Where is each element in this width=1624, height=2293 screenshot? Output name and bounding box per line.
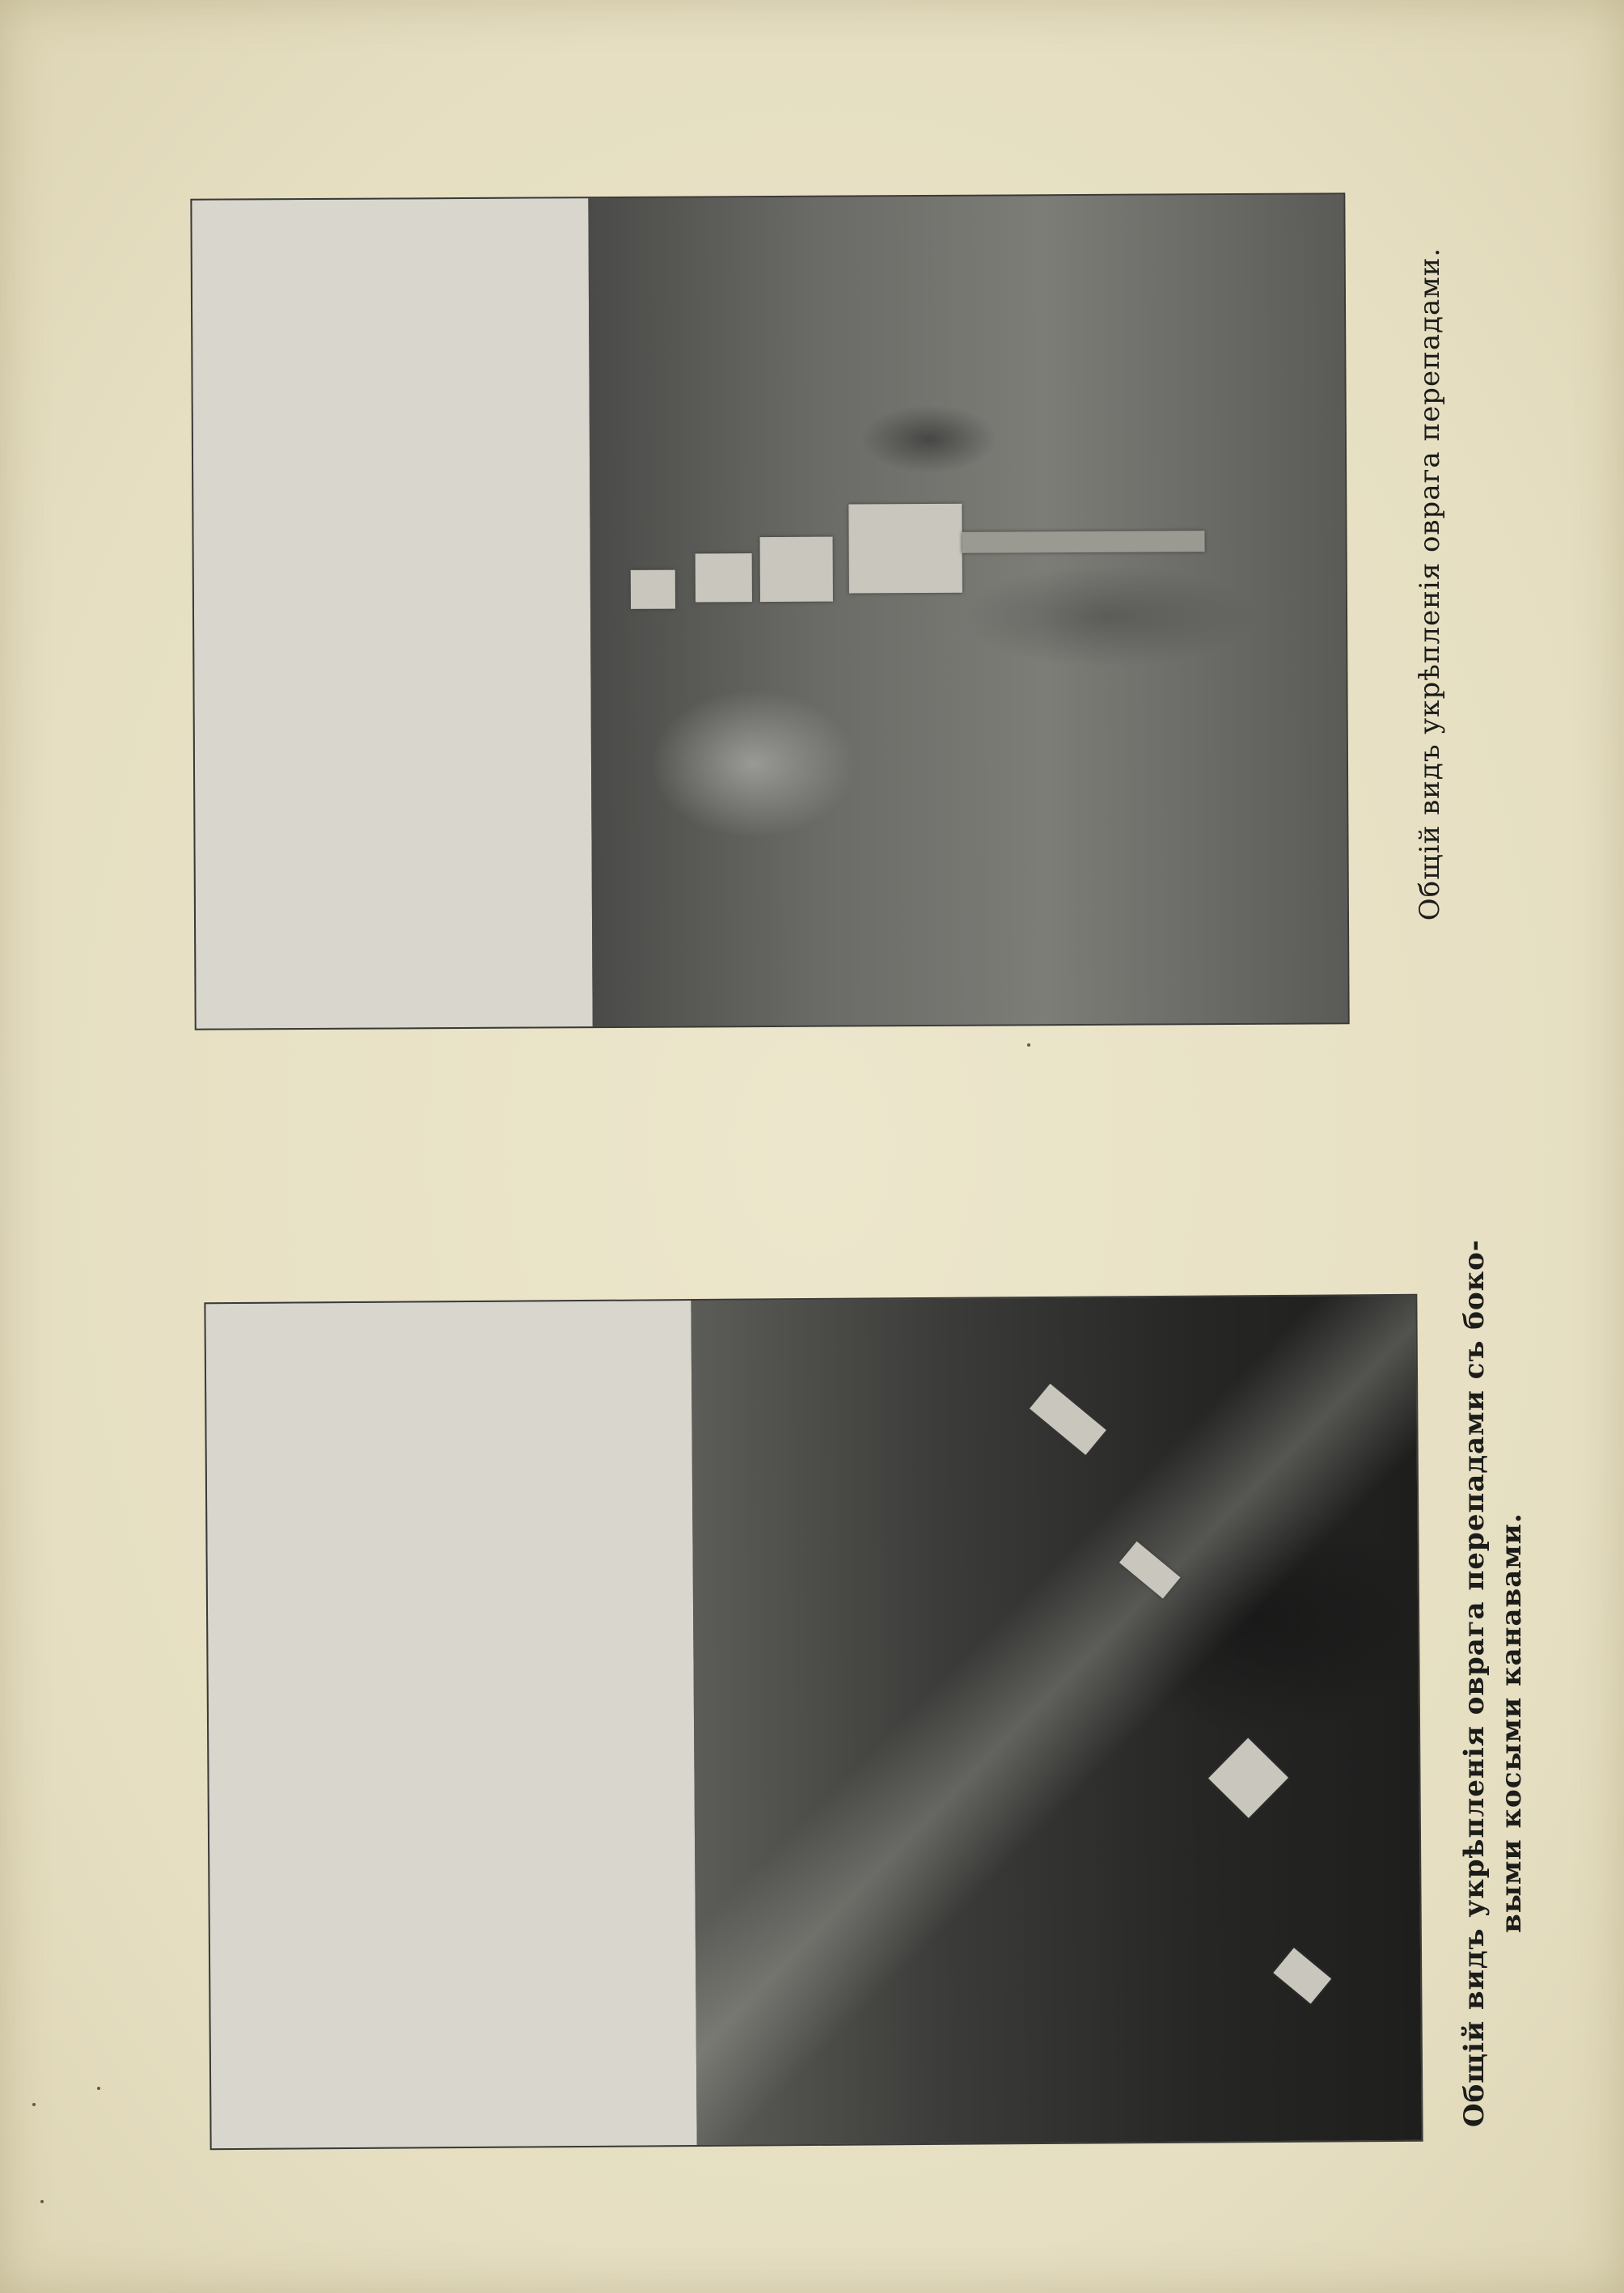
photo-ravine-landscape: [588, 194, 1347, 1026]
paper-speck: [97, 2087, 100, 2090]
paper-speck: [40, 2200, 44, 2203]
photo-sky-area: [192, 198, 592, 1029]
caption-bottom-line-1: Общій видъ укрѣпленія оврага перепадами съ боко-: [1458, 1239, 1491, 2127]
paper-speck: [32, 2103, 36, 2106]
caption-bottom-line-2: выми косыми канавами.: [1495, 1512, 1528, 1933]
photo-drop-structure: [631, 570, 675, 609]
photo-drop-structure: [848, 504, 962, 594]
photo-channel: [962, 531, 1204, 553]
photo-ravine-drops-side-ditches: [205, 1296, 1421, 2148]
photo-drop-structure: [696, 553, 752, 602]
caption-bottom-photo: [1456, 1239, 1530, 2127]
photo-ravine-drops: [192, 194, 1347, 1028]
photo-sky-area: [205, 1301, 696, 2148]
caption-top-text: Общій видъ укрѣпленія оврага перепадами.: [1414, 247, 1446, 921]
caption-top-photo: [1414, 228, 1446, 940]
photo-drop-structure: [760, 537, 833, 602]
paper-speck: [1027, 1043, 1030, 1047]
